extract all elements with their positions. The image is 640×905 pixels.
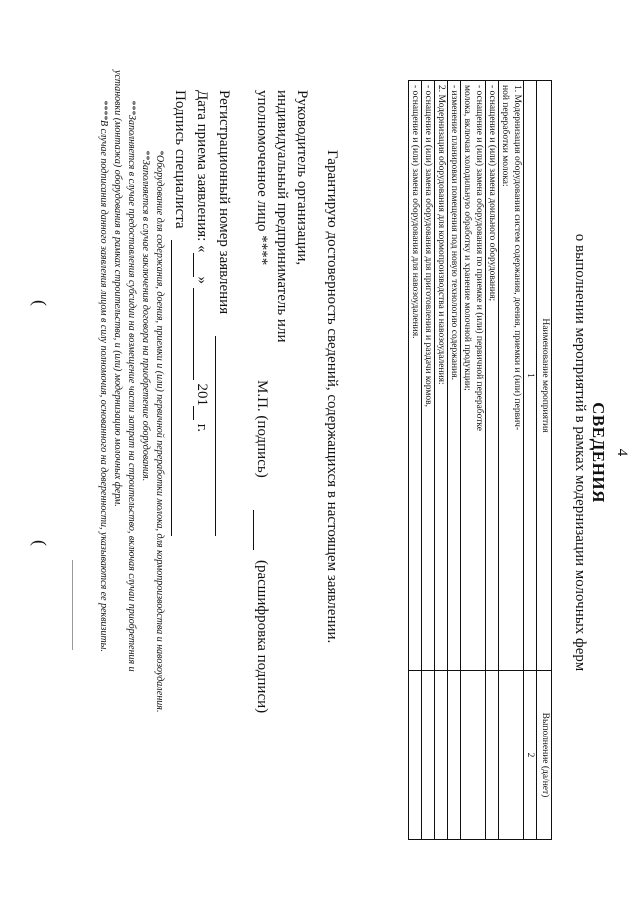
header-completion: Выполнение (да/нет) xyxy=(537,671,552,840)
footnote-3-line-1: ***Заполняется в случае предоставления субсидии на возмещение части затрат на строительство, включая случаи приобретения и xyxy=(126,100,137,672)
footnote-1: *Оборудование для содержания, доения, приемки и (или) первичной переработки молока, для кормопроизводства и навозоудаления. xyxy=(154,150,165,713)
table-cell-completion xyxy=(448,671,461,840)
table-row xyxy=(409,81,422,840)
table-cell-measure: - оснащение и (или) замена оборудования для приготовления и раздачи кормов, xyxy=(422,81,435,671)
table-header-row xyxy=(537,81,552,840)
table-cell-completion xyxy=(422,671,435,840)
measure-line: молока, включая холодильную обработку и хранение молочной продукции; xyxy=(462,85,472,391)
date-year-suffix: г. xyxy=(194,423,210,433)
table-cell-completion xyxy=(409,671,422,840)
column-number-1: 1 xyxy=(524,81,537,671)
specialist-signature-label: Подпись специалиста xyxy=(172,90,188,229)
handwritten-mark-left: ( xyxy=(30,300,50,306)
specialist-signature-field xyxy=(171,240,186,536)
table-cell-measure xyxy=(461,81,486,671)
table-cell-completion xyxy=(499,671,524,840)
footnote-4: ****В случае подписания данного заявления лицом в силу полномочия, основанного на доверенности, указываются ее реквизиты. xyxy=(98,100,109,652)
table-row xyxy=(486,81,499,840)
footnote-2: **Заполняется в случае заключения договора на приобретение оборудования. xyxy=(140,150,151,482)
measure-line: ной переработки молока: xyxy=(500,85,510,187)
date-quote-close: » xyxy=(194,276,210,285)
measure-line: - оснащение и (или) замена оборудования по приемке и (или) первичной переработке xyxy=(474,85,484,431)
registration-number-label: Регистрационный номер заявления xyxy=(216,90,232,315)
measures-table xyxy=(408,80,552,840)
table-cell-measure xyxy=(499,81,524,671)
table-cell-measure: - оснащение и (или) замена оборудования для навозоудаления. xyxy=(409,81,422,671)
table-row xyxy=(422,81,435,840)
date-day-field xyxy=(193,253,208,277)
table-cell-completion xyxy=(461,671,486,840)
signature-decode-label: (расшифровка подписи) xyxy=(254,560,270,714)
page-title: СВЕДЕНИЯ xyxy=(589,402,608,503)
signature-underline xyxy=(253,510,268,550)
table-row xyxy=(448,81,461,840)
table-cell-measure: - оснащение и (или) замена доильного оборудования; xyxy=(486,81,499,671)
signatory-line-1: Руководитель организации, xyxy=(294,90,310,266)
date-month-field xyxy=(193,288,208,380)
page-number: 4 xyxy=(614,448,630,457)
scan-artifact-line xyxy=(72,560,73,650)
signatory-line-2: индивидуальный предприниматель или xyxy=(274,90,290,343)
date-year-prefix: 201 xyxy=(194,383,210,407)
table-row xyxy=(461,81,486,840)
handwritten-mark-right: ( xyxy=(30,540,50,546)
stamp-signature-label: М.П. (подпись) xyxy=(254,380,270,478)
column-number-2: 2 xyxy=(524,671,537,840)
table-cell-completion xyxy=(435,671,448,840)
receipt-date-label: Дата приема заявления: « xyxy=(194,90,210,253)
table-row xyxy=(435,81,448,840)
date-year-field xyxy=(193,406,208,420)
table-cell-measure: 2. Модернизация оборудования для кормопроизводства и навозоудаления: xyxy=(435,81,448,671)
footnote-3-line-2: установки (монтажа) оборудования в рамках строительства, и (или) модернизацию молочных ферм. xyxy=(112,70,123,507)
header-measure-name: Наименование мероприятия xyxy=(537,81,552,671)
table-cell-completion xyxy=(486,671,499,840)
table-column-numbers-row xyxy=(524,81,537,840)
measure-line: 1. Модернизация оборудования систем содержания, доения, приемки и (или) первич- xyxy=(512,85,522,431)
registration-number-field xyxy=(215,336,230,536)
receipt-date-row xyxy=(193,90,210,432)
table-row xyxy=(499,81,524,840)
table-cell-measure: - изменение планировки помещения под новую технологию содержания. xyxy=(448,81,461,671)
page-subtitle: о выполнении мероприятий в рамках модернизации молочных ферм xyxy=(572,233,588,672)
guarantee-statement: Гарантирую достоверность сведений, содержащихся в настоящем заявлении. xyxy=(324,150,340,644)
signatory-line-3: уполномоченное лицо **** xyxy=(254,90,270,266)
